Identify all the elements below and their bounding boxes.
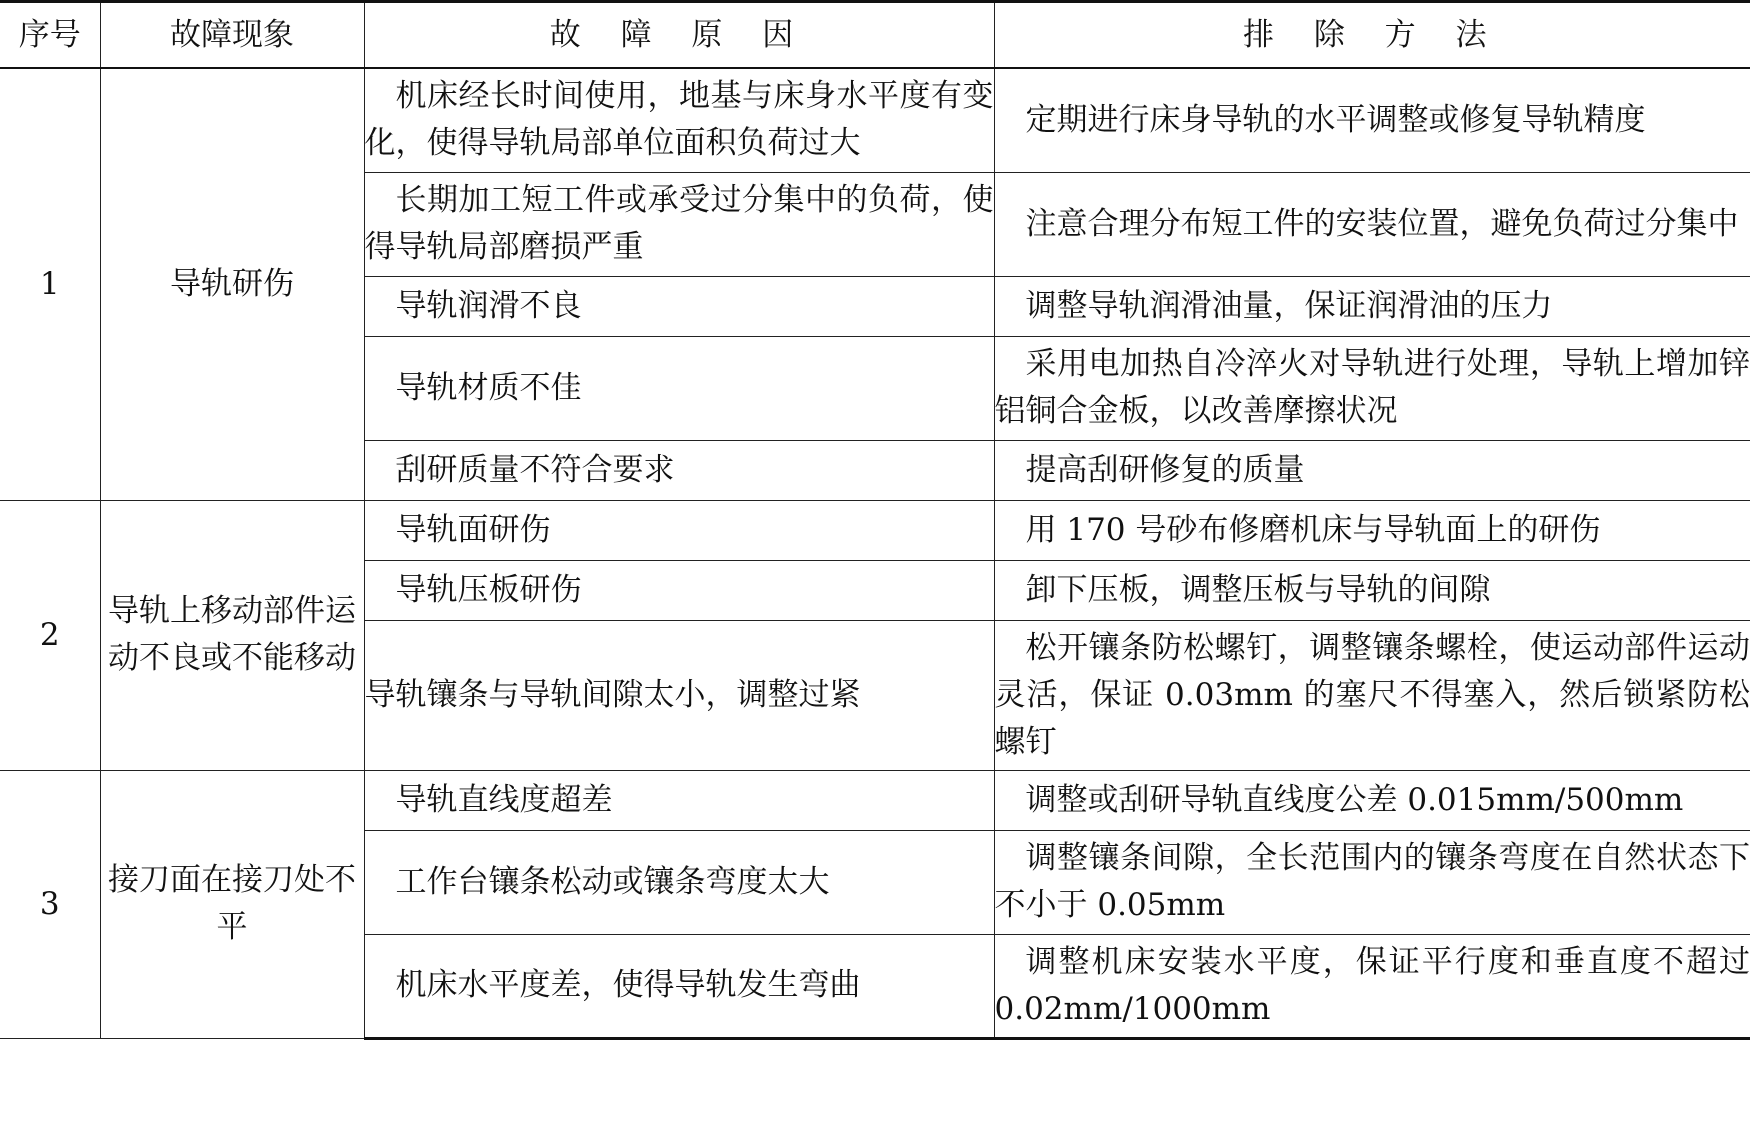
fault-symptom-text: 接刀面在接刀处不平	[108, 862, 356, 945]
fault-cause: 导轨压板研伤	[364, 560, 994, 620]
fault-cause: 导轨材质不佳	[364, 336, 994, 440]
fault-cause: 刮研质量不符合要求	[364, 440, 994, 500]
fault-cause: 导轨润滑不良	[364, 276, 994, 336]
table-row	[0, 68, 1750, 172]
fault-cause: 工作台镶条松动或镶条弯度太大	[364, 830, 994, 934]
row-number: 3	[0, 770, 100, 1038]
fault-fix: 用 170 号砂布修磨机床与导轨面上的研伤	[994, 500, 1750, 560]
fault-cause: 导轨镶条与导轨间隙太小，调整过紧	[364, 620, 994, 770]
fault-fix: 调整镶条间隙，全长范围内的镶条弯度在自然状态下不小于 0.05mm	[994, 830, 1750, 934]
fault-fix: 松开镶条防松螺钉，调整镶条螺栓，使运动部件运动灵活，保证 0.03mm 的塞尺不得塞入，然后锁紧防松螺钉	[994, 620, 1750, 770]
fault-fix: 调整导轨润滑油量，保证润滑油的压力	[994, 276, 1750, 336]
row-number: 1	[0, 68, 100, 500]
table-body	[0, 68, 1750, 1038]
fault-fix: 定期进行床身导轨的水平调整或修复导轨精度	[994, 68, 1750, 172]
fault-symptom	[100, 68, 364, 500]
fault-symptom-text: 导轨上移动部件运动不良或不能移动	[108, 593, 356, 676]
fault-symptom	[100, 770, 364, 1038]
header-fix: 排 除 方 法	[994, 2, 1750, 69]
fault-fix: 采用电加热自冷淬火对导轨进行处理，导轨上增加锌铝铜合金板，以改善摩擦状况	[994, 336, 1750, 440]
fault-fix: 卸下压板，调整压板与导轨的间隙	[994, 560, 1750, 620]
fault-symptom	[100, 500, 364, 770]
fault-symptom-text: 导轨研伤	[170, 265, 294, 302]
fault-cause: 导轨面研伤	[364, 500, 994, 560]
table-row	[0, 770, 1750, 830]
fault-fix: 调整或刮研导轨直线度公差 0.015mm/500mm	[994, 770, 1750, 830]
fault-fix: 调整机床安装水平度，保证平行度和垂直度不超过 0.02mm/1000mm	[994, 934, 1750, 1038]
fault-cause: 机床水平度差，使得导轨发生弯曲	[364, 934, 994, 1038]
fault-fix: 注意合理分布短工件的安装位置，避免负荷过分集中	[994, 172, 1750, 276]
fault-cause: 导轨直线度超差	[364, 770, 994, 830]
table-header	[0, 2, 1750, 69]
table-row	[0, 500, 1750, 560]
header-symptom: 故障现象	[100, 2, 364, 69]
header-no: 序号	[0, 2, 100, 69]
fault-fix: 提高刮研修复的质量	[994, 440, 1750, 500]
row-number: 2	[0, 500, 100, 770]
fault-cause: 长期加工短工件或承受过分集中的负荷，使得导轨局部磨损严重	[364, 172, 994, 276]
header-row	[0, 2, 1750, 69]
fault-cause: 机床经长时间使用，地基与床身水平度有变化，使得导轨局部单位面积负荷过大	[364, 68, 994, 172]
header-cause: 故 障 原 因	[364, 2, 994, 69]
